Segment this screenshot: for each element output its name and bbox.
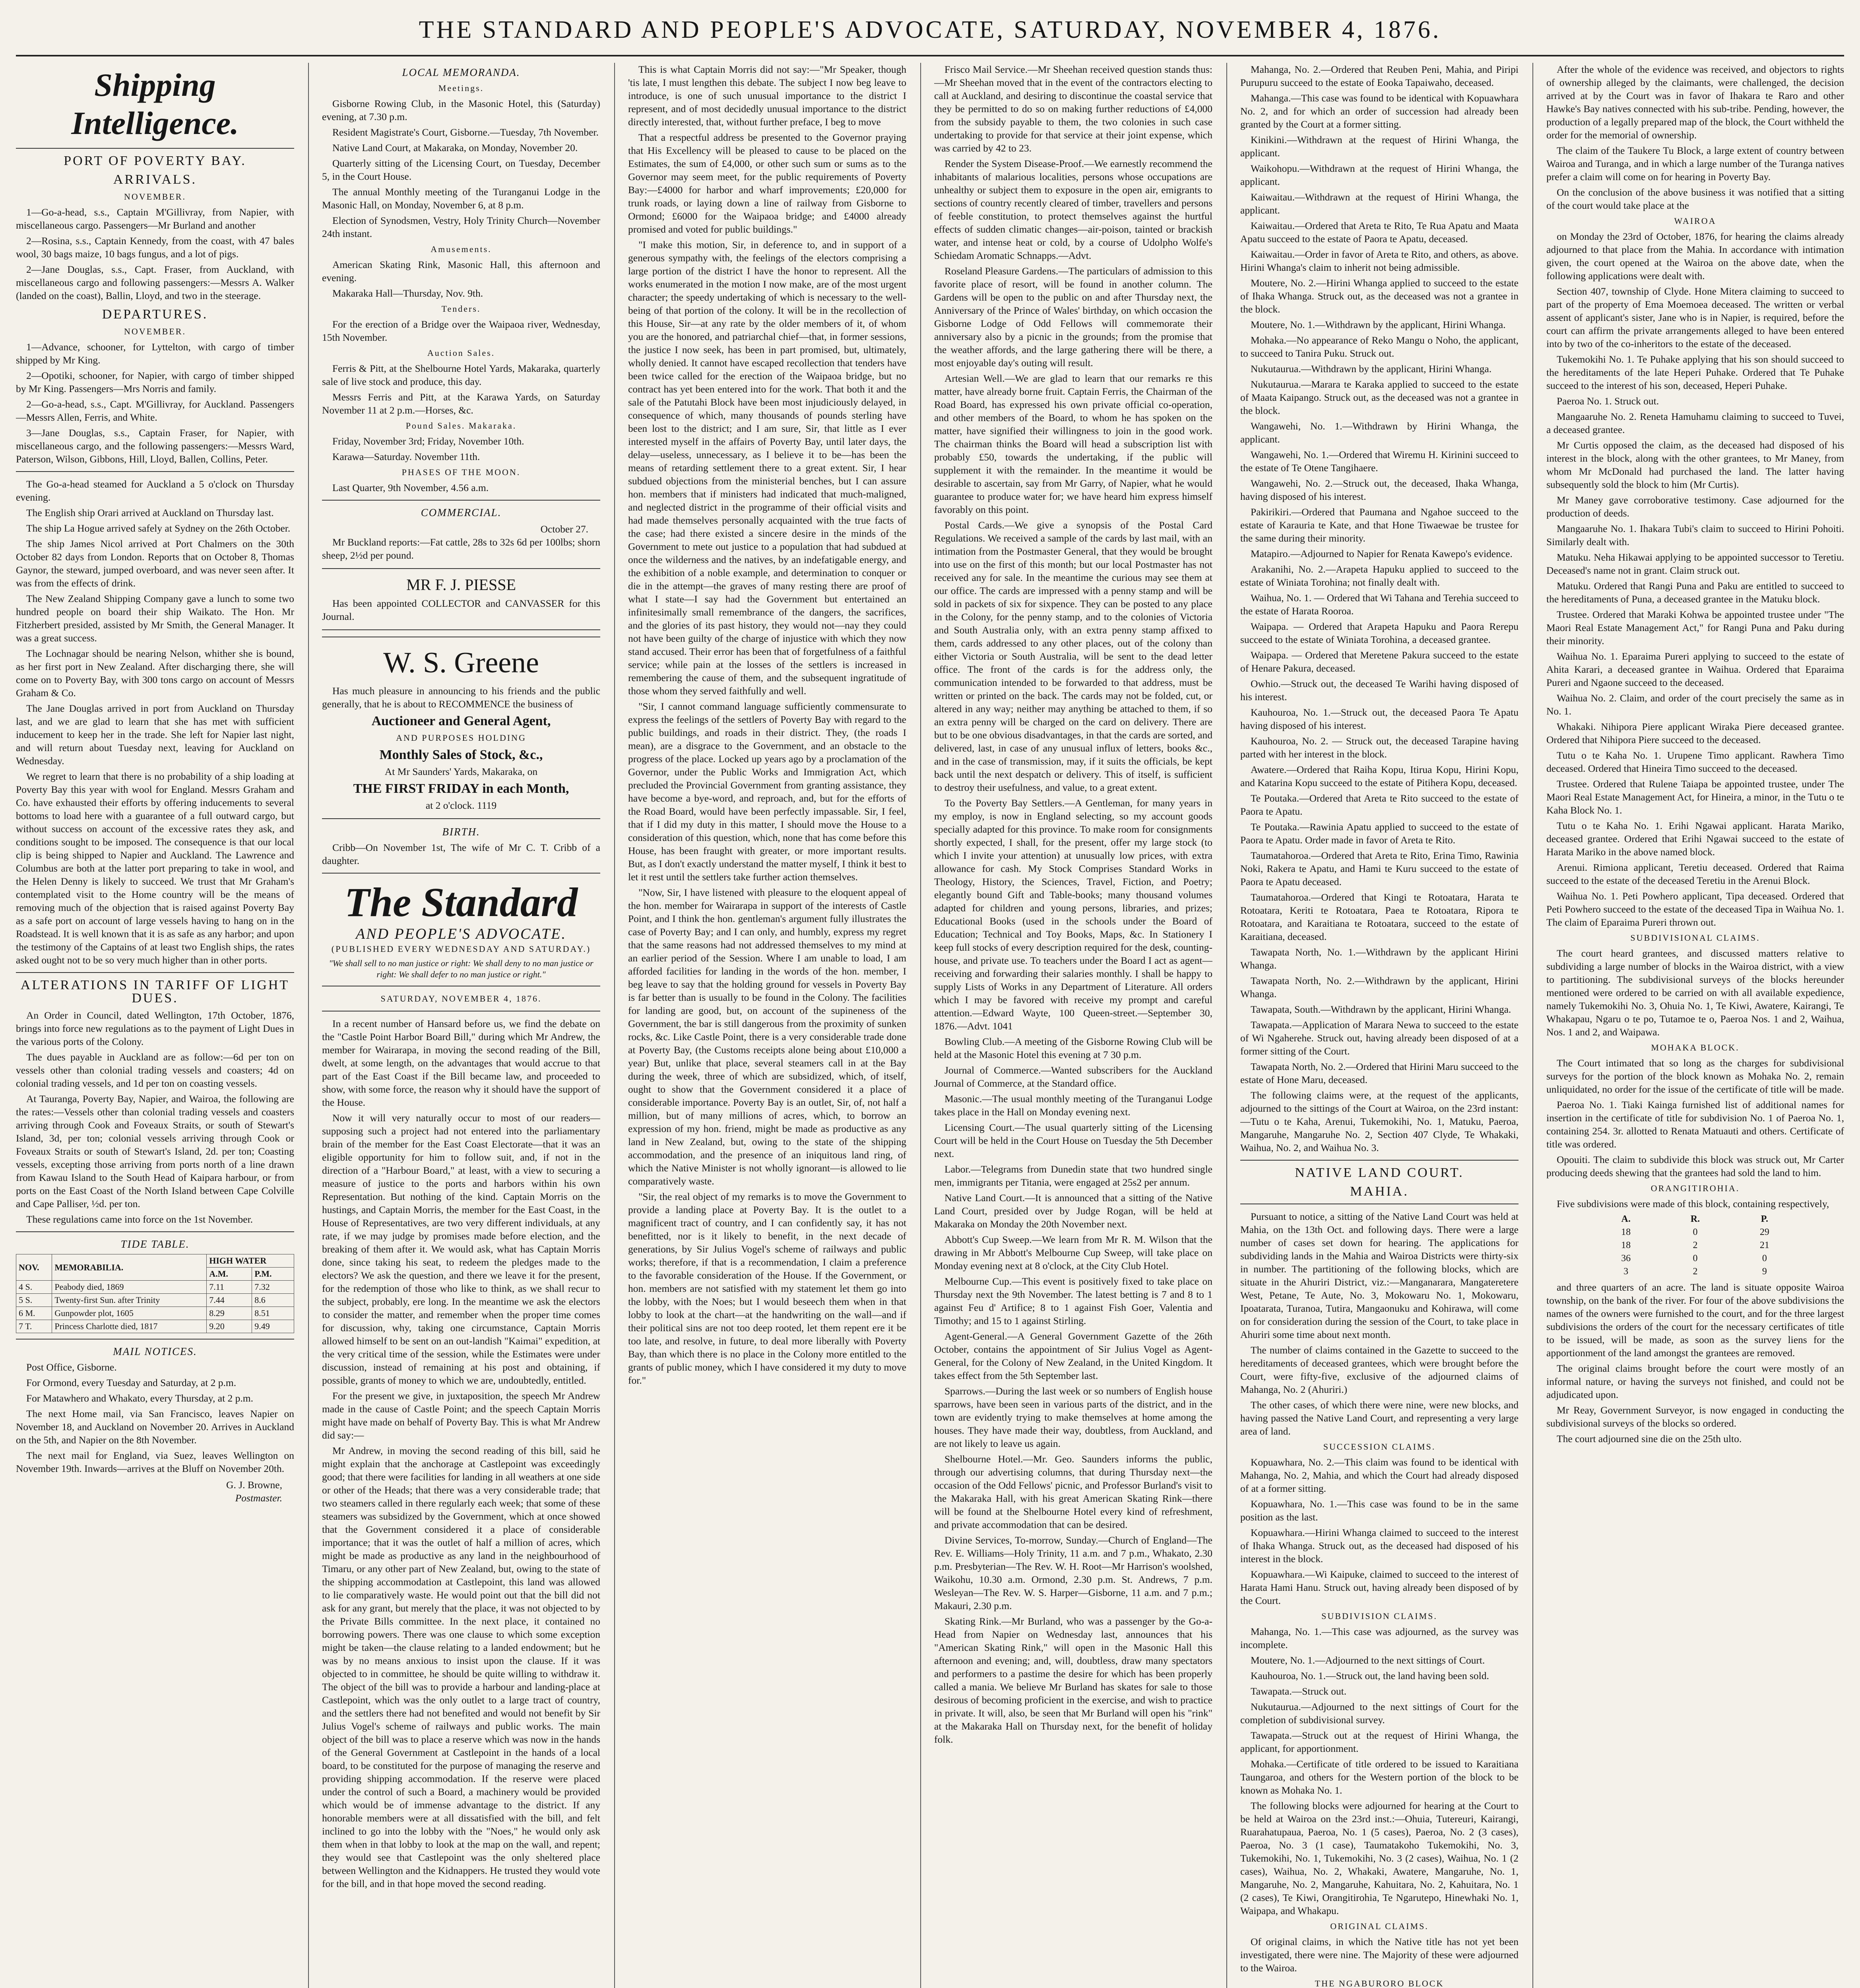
paragraph: Bowling Club.—A meeting of the Gisborne Rowing Club will be held at the Masonic Hotel this evening at 7 30 p.m. (934, 1036, 1212, 1060)
paragraph: Tawapata.—Application of Marara Newa to succeed to the estate of Wi Ngaherehe. Struck out, having already been disposed of at a former sitting of the Court. (1240, 1019, 1519, 1057)
postmaster-name: G. J. Browne, (226, 1479, 282, 1491)
pound-list (322, 435, 600, 463)
paragraph: The Lochnagar should be nearing Nelson, whither she is bound, as her first port in New Zealand. After discharging there, she will come on to Poverty Bay, with 300 tons cargo on account of Messrs Graham & Co. (16, 648, 294, 699)
amusements-list (322, 258, 600, 300)
acreage-cell: 29 (1759, 1227, 1769, 1237)
wairoa-list (1546, 230, 1844, 929)
paragraph: Election of Synodsmen, Vestry, Holy Trinity Church—November 24th instant. (322, 215, 600, 239)
paragraph: Mahanga.—This case was found to be identical with Kopuawhara No. 2, and for which an order of succession had already been granted by the Court at a former sitting. (1240, 92, 1519, 130)
tide-row (16, 1281, 294, 1294)
paragraph: Kauhouroa, No. 2. — Struck out, the deceased Tarapine having parted with her interest in the block. (1240, 735, 1519, 760)
tide-cell: 8.29 (207, 1307, 252, 1320)
editorial-part-1 (322, 1017, 600, 1890)
commercial-report: Mr Buckland reports:—Fat cattle, 28s to 32s 6d per 100lbs; shorn sheep, 2½d per pound. (322, 536, 600, 561)
paragraph: Wangawehi, No. 1.—Ordered that Wiremu H. Kirinini succeed to the estate of Te Otene Tangihaere. (1240, 449, 1519, 474)
tide-row (16, 1294, 294, 1307)
paragraph: Mahanga, No. 1.—This case was adjourned, as the survey was incomplete. (1240, 1626, 1519, 1650)
paragraph: Waihua No. 1. Peti Powhero applicant, Tipa deceased. Ordered that Peti Powhero succeed to the estate of the deceased Tipa in Waihua No. 1. The claim of Eparaima Pureri thrown out. (1546, 890, 1844, 928)
paragraph: Ferris & Pitt, at the Shelbourne Hotel Yards, Makaraka, quarterly sale of live stock and produce, this day. (322, 363, 600, 387)
acreage-cell: 2 (1693, 1240, 1698, 1250)
tide-cell: 7.32 (252, 1281, 294, 1294)
paragraph: For Ormond, every Tuesday and Saturday, at 2 p.m. (26, 1377, 237, 1388)
paragraph: Roseland Pleasure Gardens.—The particulars of admission to this favorite place of resort, will be found in another column. The Gardens will be open to the public on and after Thursday next, the Anniversary of the Prince of Wales' birthday, on which occasion the Gisborne Lodge of Odd Fellows will commemorate their anniversary also by a picnic in the grounds; from the promise that the weather affords, and the large gathering there will be there, a most enjoyable day's outing will result. (934, 265, 1212, 369)
paragraph: Taumatahoroa.—Ordered that Areta te Rito, Erina Timo, Rawinia Noki, Rakera te Apatu, and Hami te Kuru succeed to the estate of Paora te Apatu deceased. (1240, 850, 1519, 887)
tide-table (16, 1254, 294, 1333)
greene-location: At Mr Saunders' Yards, Makaraka, on (384, 766, 538, 777)
piesse-advertisement (322, 568, 600, 630)
paragraph: Pakirikiri.—Ordered that Paumana and Ngahoe succeed to the estate of Karauria te Kate, and that Hone Tiwaewae be trustee for the same during their minority. (1240, 506, 1519, 544)
paragraph: Tawapata North, No. 1.—Withdrawn by the applicant Hirini Whanga. (1240, 946, 1519, 971)
paragraph: The annual Monthly meeting of the Turanganui Lodge in the Masonic Hall, on Monday, November 6, at 8 p.m. (322, 186, 600, 211)
column-editorial (628, 63, 906, 1988)
paragraph: Matuku. Neha Hikawai applying to be appointed successor to Teretiu. Deceased's name not in grant. Claim struck out. (1546, 551, 1844, 576)
paragraph: Makaraka Hall—Thursday, Nov. 9th. (332, 287, 483, 299)
greene-time: at 2 o'clock. 1119 (425, 800, 497, 811)
divider (16, 1339, 294, 1340)
paragraph: Te Poutaka.—Ordered that Areta te Rito succeed to the estate of Paora te Apatu. (1240, 792, 1519, 817)
tide-row (16, 1320, 294, 1333)
acreage-cell: 2 (1693, 1266, 1698, 1277)
paragraph: The following blocks were adjourned for hearing at the Court to be held at Wairoa on the 23rd inst.:—Ohuia, Tutereuri, Kairangi, Ruarahatupaua, Paeroa, No. 1 (5 cases), Paeroa, No. 2 (3 cases), Paeroa, No. 3 (1 case), Taumatakoho Tukemokihi, No. 3, Tukemokihi, No. 1, Tukemokihi, No. 3 (2 cases), Waihua, No. 1 (2 cases), Waihua, No. 2, Whakaki, Awatere, Mangaruhe, No. 1, Mangaruhe, No. 2, Mangaruhe, Kahuitara, No. 2, Kahuitara, No. 1 (2 cases), Te Kiwi, Orangitirohia, Te Ngarutepo, Hinewhaki No. 1, Waipapa, and Whakapu. (1240, 1800, 1519, 1916)
column-news (934, 63, 1212, 1988)
paragraph: Kaiwaitau.—Withdrawn at the request of Hirini Whanga, the applicant. (1240, 191, 1519, 216)
paragraph: 2—Opotiki, schooner, for Napier, with cargo of timber shipped by Mr King. Passengers—Mrs Norris and family. (16, 370, 294, 394)
paragraph: Kauhouroa, No. 1.—Struck out, the deceased Paora Te Apatu having disposed of his interest. (1240, 707, 1519, 731)
acreage-cell: 21 (1759, 1240, 1769, 1250)
paper-date-line: SATURDAY, NOVEMBER 4, 1876. (380, 994, 542, 1004)
paragraph: Tutu o te Kaha No. 1. Urupene Timo applicant. Rawhera Timo deceased. Ordered that Hineira Timo succeed to the deceased. (1546, 749, 1844, 774)
column-local-memoranda (322, 63, 600, 1988)
paragraph: Waikohopu.—Withdrawn at the request of Hirini Whanga, the applicant. (1240, 163, 1519, 187)
paragraph: Mangaaruhe No. 2. Reneta Hamuhamu claiming to succeed to Tuvei, a deceased grantee. (1546, 411, 1844, 435)
paragraph: 2—Jane Douglas, s.s., Capt. Fraser, from Auckland, with miscellaneous cargo and following passengers:—Messrs A. Walker (landed on the coast), Ballin, Lloyd, and two in the steerage. (16, 264, 294, 301)
acreage-col: A. (1621, 1214, 1631, 1224)
paragraph: The next mail for England, via Suez, leaves Wellington on November 19th. Inwards—arrives at the Bluff on November 20th. (16, 1450, 294, 1474)
paragraph: Kopuawhara, No. 1.—This case was found to be in the same position as the last. (1240, 1498, 1519, 1523)
acreage-cell: 0 (1762, 1253, 1767, 1264)
paragraph: Mangaaruhe No. 1. Ihakara Tubi's claim to succeed to Hirini Pohoiti. Similarly dealt with. (1546, 523, 1844, 547)
tide-col-am: A.M. (207, 1268, 252, 1281)
paragraph: For the present we give, in juxtaposition, the speech Mr Andrew made in the cause of Castle Point; and the speech Captain Morris might have made on behalf of Poverty Bay. This is what Mr Andrew did say:— (322, 1390, 600, 1441)
paragraph: Section 407, township of Clyde. Hone Mitera claiming to succeed to part of the property of Ema Moemoea deceased. The written or verbal assent of applicant's sister, Jane who is in Napier, is required, before the court can affirm the private arrangements alleged to have been entered into by two of the co-inheritors to the estate of the deceased. (1546, 285, 1844, 349)
acreage-header (1591, 1213, 1799, 1226)
subdivision-heading: SUBDIVISION CLAIMS. (1321, 1611, 1437, 1621)
paragraph: Nukutaurua.—Adjourned to the next sittings of Court for the completion of subdivisional survey. (1240, 1701, 1519, 1726)
column-shipping (16, 63, 294, 1988)
wairoa-heading: WAIROA (1674, 216, 1716, 226)
paragraph: Mr Maney gave corroborative testimony. Case adjourned for the production of deeds. (1546, 494, 1844, 519)
paragraph: Tawapata, South.—Withdrawn by the applicant, Hirini Whanga. (1251, 1004, 1511, 1015)
tide-cell: Twenty-first Sun. after Trinity (52, 1294, 207, 1307)
orangitirohia-list (1546, 1281, 1844, 1445)
paragraph: Awatere.—Ordered that Raiha Kopu, Itirua Kopu, Hirini Kopu, and Katarina Kopu succeed to the estate of Pitihera Kopu, deceased. (1240, 764, 1519, 788)
paragraph: Waihua No. 1. Eparaima Pureri applying to succeed to the estate of Ahita Karari, a deceased grantee in Waihua. Ordered that Eparaima Pureri and Ngaone succeed to the deceased. (1546, 650, 1844, 688)
acreage-col: P. (1761, 1214, 1769, 1224)
greene-business: Auctioneer and General Agent, (371, 714, 551, 728)
paragraph: Kopuawhara, No. 2.—This claim was found to be identical with Mahanga, No. 2, Mahia, and which the Court had already disposed of at a former sitting. (1240, 1456, 1519, 1494)
newspaper-page (16, 8, 1844, 1988)
mail-notices-list (16, 1361, 294, 1475)
divider (16, 471, 294, 472)
paragraph: 1—Advance, schooner, for Lyttelton, with cargo of timber shipped by Mr King. (16, 341, 294, 366)
amusements-heading: Amusements. (431, 244, 492, 254)
paragraph: The court adjourned sine die on the 25th ulto. (1557, 1433, 1742, 1444)
paragraph: Agent-General.—A General Government Gazette of the 26th October, contains the appointment of Sir Julius Vogel as Agent-General, for the Colony of New Zealand, in the United Kingdom. It takes effect from the 5th September last. (934, 1330, 1212, 1381)
mohaka-list (1546, 1056, 1844, 1179)
auction-list (322, 362, 600, 417)
birth-heading: BIRTH. (442, 826, 480, 838)
greene-advertisement (322, 637, 600, 819)
divider (1240, 1160, 1519, 1161)
tide-cell: 7.44 (207, 1294, 252, 1307)
pound-heading: Pound Sales. Makaraka. (405, 421, 517, 431)
tide-row (16, 1307, 294, 1320)
tide-cell: 4 S. (16, 1281, 52, 1294)
paragraph: Licensing Court.—The usual quarterly sitting of the Licensing Court will be held in the Court House on Tuesday the 5th December next. (934, 1122, 1212, 1159)
paragraph: Kaiwaitau.—Ordered that Areta te Rito, Te Rua Apatu and Maata Apatu succeed to the estate of Paora te Apatu, deceased. (1240, 220, 1519, 245)
paragraph: 1—Go-a-head, s.s., Captain M'Gillivray, from Napier, with miscellaneous cargo. Passengers—Mr Burland and another (16, 206, 294, 231)
paragraph: The New Zealand Shipping Company gave a lunch to some two hundred people on board their ship Waikato. The Hon. Mr Fitzherbert presided, assisted by Mr Smith, the General Manager. It was a great success. (16, 593, 294, 644)
paragraph: These regulations came into force on the 1st November. (26, 1213, 253, 1225)
port-heading: PORT OF POVERTY BAY. (64, 153, 246, 168)
subdivisional-list (1546, 947, 1844, 1039)
paper-motto: "We shall sell to no man justice or right: We shall deny to no man justice or right: We shall defer to no man justice or right." (329, 958, 593, 979)
editorial-part-2 (628, 63, 906, 1387)
paragraph: Owhio.—Struck out, the deceased Te Warihi having disposed of his interest. (1240, 678, 1519, 703)
paragraph: Matapiro.—Adjourned to Napier for Renata Kawepo's evidence. (1251, 548, 1513, 559)
paragraph: The dues payable in Auckland are as follow:—6d per ton on vessels other than colonial trading vessels and coasters; 4d on colonial trading vessels, and 1d per ton on coasting vessels. (16, 1051, 294, 1089)
local-memoranda-title: LOCAL MEMORANDA. (402, 66, 520, 78)
native-court-title: NATIVE LAND COURT. (1295, 1165, 1464, 1180)
subdivisional-heading: SUBDIVISIONAL CLAIMS. (1630, 933, 1760, 943)
paragraph: Native Land Court, at Makaraka, on Monday, November 20. (332, 142, 578, 153)
divider (16, 148, 294, 149)
arrivals-list (16, 206, 294, 302)
piesse-text: Has been appointed COLLECTOR and CANVASSER for this Journal. (322, 598, 600, 622)
paragraph: Mr Reay, Government Surveyor, is now engaged in conducting the subdivisional surveys of the blocks so ordered. (1546, 1404, 1844, 1429)
paragraph: We regret to learn that there is no probability of a ship loading at Poverty Bay this year with wool for England. Messrs Graham and Co. have exhausted their efforts by offering inducements to several bottoms to load here with a guarantee of a full outward cargo, but without success on account of the excessive rates they ask, and conditions sought to be imposed. The consequence is that our local clip is being shipped to Napier and Auckland. The Lawrence and Columbus are both at the latter port preparing to take in wool, and the Helen Denny is likely to succeed. We trust that Mr Graham's contemplated visit to the Home country will be the means of removing much of the objection that is raised against Poverty Bay as a safe port on account of large vessels having to hang on in the Roadstead. It is well known that it is as safe as any harbor; and upon the testimony of the Captains of at least two English ships, the rates asked ought not to be so very much higher than in other ports. (16, 771, 294, 966)
paragraph: Arenui. Rimiona applicant, Teretiu deceased. Ordered that Raima succeed to the estate of the deceased Teretiu in the Arenui Block. (1546, 862, 1844, 886)
acreage-cell: 0 (1693, 1253, 1698, 1264)
departures-list (16, 340, 294, 466)
paragraph: For the erection of a Bridge over the Waipaoa river, Wednesday, 15th November. (322, 318, 600, 343)
paragraph: Shelbourne Hotel.—Mr. Geo. Saunders informs the public, through our advertising columns, that during Thursday next—the occasion of the Odd Fellows' picnic, and Professor Burland's visit to the Makaraka Hall, with his great American Skating Rink—there will be found at the Shelbourne Hotel every kind of refreshment, and private accommodation that can be desired. (934, 1453, 1212, 1530)
paper-published: (PUBLISHED EVERY WEDNESDAY AND SATURDAY.) (331, 944, 591, 954)
tide-cell: Princess Charlotte died, 1817 (52, 1320, 207, 1333)
col6-top-list (1546, 63, 1844, 212)
paragraph: Nukutaurua.—Marara te Karaka applied to succeed to the estate of Maata Kaipango. Struck out, as the deceased was not a grantee in the block. (1240, 379, 1519, 416)
orangitirohia-intro: Five subdivisions were made of this block, containing respectively, (1557, 1198, 1829, 1209)
tide-cell: 6 M. (16, 1307, 52, 1320)
tide-table-title: TIDE TABLE. (120, 1238, 190, 1250)
tide-table-body (16, 1281, 294, 1333)
tide-col-memorabilia: MEMORABILIA. (52, 1254, 207, 1281)
paragraph: Kinikini.—Withdrawn at the request of Hirini Whanga, the applicant. (1240, 134, 1519, 159)
paragraph: At Tauranga, Poverty Bay, Napier, and Wairoa, the following are the rates:—Vessels other than colonial trading vessels and coasters arriving through Cook and Foveaux Straits, or south of Stewart's Island, 3d, per ton; colonial vessels arriving through Cook or Foveaux Straits or south of Stewart's Island, 2d. per ton; Coasting vessels, excepting those arriving from ports north of a line drawn from Kawau Island to the South Head of Kaipara harbour, or from ports on the East Coast of the North Island between Cape Colville and Cape Palliser, ½d. per ton. (16, 1093, 294, 1209)
paragraph: The English ship Orari arrived at Auckland on Thursday last. (26, 507, 274, 518)
news-list (934, 63, 1212, 1033)
paragraph: Moutere, No. 1.—Withdrawn by the applicant, Hirini Whanga. (1251, 319, 1506, 330)
paragraph: The court heard grantees, and discussed matters relative to subdividing a large number of blocks in the Wairoa district, with a view to partitioning. The subdivisional surveys of the blocks hereunder mentioned were ordered to be carried on with all available expedience, namely Tukemokihi No. 3, Ohuia No. 1, Te Kiwi, Awatere, Kairangi, Te Whakapau, Ngaru o te po, Tutamoe te o, Paeroa Nos. 1 and 2, Waihua, Nos. 1 and 2, and Waipawa. (1546, 947, 1844, 1038)
paragraph: 3—Jane Douglas, s.s., Captain Fraser, for Napier, with miscellaneous cargo, and the following passengers:—Messrs Ward, Paterson, Wilson, Gibbons, Hill, Lloyd, Ballen, Collins, Peter. (16, 427, 294, 465)
paragraph: Render the System Disease-Proof.—We earnestly recommend the inhabitants of malarious localities, persons whose occupations are unhealthy or subject them to exposure in the open air, emigrants to sections of country recently cleared of timber, travellers and persons of feeble constitution, to protect themselves against the hurtful effects of sudden climatic changes—air-poison, tainted or brackish water, and intense heat or cold, by a course of Udolpho Wolfe's Schiedam Aromatic Schnapps.—Advt. (934, 158, 1212, 261)
acreage-row (1591, 1265, 1799, 1278)
paragraph: Gisborne Rowing Club, in the Masonic Hotel, this (Saturday) evening, at 7.30 p.m. (322, 98, 600, 122)
paragraph: Matuku. Ordered that Rangi Puna and Paku are entitled to succeed to the hereditaments of Puna, a deceased grantee in the Matuku block. (1546, 580, 1844, 605)
paragraph: Trustee. Ordered that Rulene Taiapa be appointed trustee, under The Maori Real Estate Management Act, for Hineira, a minor, in the Tutu o te Kaha Block No. 1. (1546, 778, 1844, 816)
paragraph: Moutere, No. 2.—Hirini Whanga applied to succeed to the estate of Ihaka Whanga. Struck out, as the deceased was not a grantee in the block. (1240, 277, 1519, 315)
paragraph: Quarterly sitting of the Licensing Court, on Tuesday, December 5, in the Court House. (322, 157, 600, 182)
paragraph: Kopuawhara.—Wi Kaipuke, claimed to succeed to the interest of Harata Hami Hanu. Struck out, having already been disposed of by the Court. (1240, 1569, 1519, 1606)
acreage-row (1591, 1239, 1799, 1252)
paragraph: Post Office, Gisborne. (26, 1361, 117, 1373)
paragraph: Now it will very naturally occur to most of our readers—supposing such a project had not entered into the parliamentary brain of the member for the East Coast Electorate—that it was an eligible opportunity for him to follow suit, and, if not in the direction of a "Harbour Board," at least, with a view to securing a measure of justice to the ports and harbors within his own Representation. But nothing of the kind. Captain Morris on the hustings, and Captain Morris, the member for the East Coast, in the House of Representatives, are two very different individuals, at any rate, if we may judge by promises made before election, and the breaking of them after it. We would ask, what has Captain Morris done, since taking his seat, to redeem the pledges made to the electors? We ask the question, and there we leave it for the present, for the redemption of those who like to think, as we shall recur to the subject, probably, ere long. In the meantime we ask the electors to consider the matter, and remember when the proper time comes for discussion, why, taking one circumstance, Captain Morris allowed himself to be sent on an out-landish "Kaimai" expedition, at the very critical time of the session, while the Estimates were under discussion, instead of remaining at his post and obtaining, if possible, grants of money to which we are, undoubtedly, entitled. (322, 1112, 600, 1386)
departures-heading: DEPARTURES. (102, 307, 208, 322)
tide-cell: 8.51 (252, 1307, 294, 1320)
tide-col-nov: NOV. (16, 1254, 52, 1281)
paragraph: Tawapata North, No. 2.—Withdrawn by the applicant, Hirini Whanga. (1240, 975, 1519, 1000)
acreage-cell: 0 (1693, 1227, 1698, 1237)
greene-intro: Has much pleasure in announcing to his friends and the public generally, that he is about to RECOMMENCE the business of (322, 685, 600, 710)
paragraph: Wangawehi, No. 1.—Withdrawn by Hirini Whanga, the applicant. (1240, 420, 1519, 445)
acreage-cell: 9 (1762, 1266, 1767, 1277)
departures-month: NOVEMBER. (124, 326, 186, 336)
paragraph: Messrs Ferris and Pitt, at the Karawa Yards, on Saturday November 11 at 2 p.m.—Horses, &c. (322, 391, 600, 416)
moon-phase: Last Quarter, 9th November, 4.56 a.m. (332, 482, 489, 493)
paragraph: Pursuant to notice, a sitting of the Native Land Court was held at Mahia, on the 13th Oct. and following days. There were a large number of cases set down for hearing. The applications for subdividing lands in the Mahia and Wairoa Districts were thirty-six in number. The partitioning of the following blocks, which are situate in the Ahuriri District, viz.:—Manganarara, Mangateretere West, Petane, Te Aute, No. 3, Mokowaru No. 1, Mokowaru, Ipoatarata, Turanoa, Tutira, Mangaonuku and Kohirawa, will come on for consideration during the session of the Court, to take place in Ahuriri some time about next month. (1240, 1211, 1519, 1340)
paragraph: Mohaka.—Certificate of title ordered to be issued to Karaitiana Taungaroa, and others for the Western portion of the block to be known as Mohaka No. 1. (1240, 1758, 1519, 1796)
masthead: THE STANDARD AND PEOPLE'S ADVOCATE, SATURDAY, NOVEMBER 4, 1876. (419, 16, 1441, 43)
paragraph: Arakanihi, No. 2.—Arapeta Hapuku applied to succeed to the estate of Winiata Torohina; not finally dealt with. (1240, 563, 1519, 588)
divider (16, 1231, 294, 1232)
paragraph: Abbott's Cup Sweep.—We learn from Mr R. M. Wilson that the drawing in Mr Abbott's Melbourne Cup Sweep, will take place on Monday evening next at 8 o'clock, at the City Club Hotel. (934, 1234, 1212, 1272)
acreage-col: R. (1690, 1214, 1700, 1224)
paragraph: Waihua, No. 1. — Ordered that Wi Tahana and Terehia succeed to the estate of Harata Rooroa. (1240, 592, 1519, 617)
acreage-body (1591, 1226, 1799, 1278)
paragraph: Nukutaurua.—Withdrawn by the applicant, Hirini Whanga. (1251, 363, 1492, 375)
tide-cell: 9.49 (252, 1320, 294, 1333)
paragraph: Skating Rink.—Mr Burland, who was a passenger by the Go-a-Head from Napier on Wednesday last, announces that his "American Skating Rink," will open in the Masonic Hall this afternoon and evening; and, will, doubtless, draw many spectators and performers to a pastime the desire for which has been properly called a mania. We believe Mr Burland has skates for sale to those desirous of becoming proficient in the exercise, and wish to practice in private. It will, also, be seen that Mr Burland will open his "rink" at the Makaraka Hall on Thursday next, for the benefit of holiday folk. (934, 1615, 1212, 1745)
orangitirohia-heading: ORANGITIROHIA. (1651, 1183, 1740, 1193)
piesse-heading: MR F. J. PIESSE (406, 576, 516, 594)
commercial-heading: COMMERCIAL. (421, 507, 502, 518)
paragraph: Opouiti. The claim to subdivide this block was struck out, Mr Carter producing deeds shewing that the grantees had sold the land to him. (1546, 1154, 1844, 1178)
columns (16, 63, 1844, 1988)
paragraph: Waipapa. — Ordered that Meretene Pakura succeed to the estate of Henare Pakura, deceased. (1240, 649, 1519, 674)
masthead-rule (16, 55, 1844, 56)
paragraph: Whakaki. Nihipora Piere applicant Wiraka Piere deceased grantee. Ordered that Nihipora Piere succeed to the deceased. (1546, 721, 1844, 746)
paragraph: Sparrows.—During the last week or so numbers of English house sparrows, have been seen in various parts of the district, and in the town are evidently trying to make themselves at home among the houses. They have made their way, doubtless, from Auckland, and are not likely to leave us again. (934, 1385, 1212, 1449)
original-heading: ORIGINAL CLAIMS. (1330, 1921, 1429, 1931)
paragraph: Kopuawhara.—Hirini Whanga claimed to succeed to the interest of Ihaka Whanga. Struck out, as the deceased had disposed of his interest in the block. (1240, 1527, 1519, 1565)
paragraph: In a recent number of Hansard before us, we find the debate on the "Castle Point Harbor Board Bill," during which Mr Andrew, the member for Wairarapa, in moving the second reading of the Bill, dwelt, at some length, on the advantages that would accrue to that part of the East Coast if the Bill became law, and proceeded to show, with some force, the reason why it should have the support of the House. (322, 1018, 600, 1108)
paragraph: Taumatahoroa.—Ordered that Kingi te Rotoatara, Harata te Rotoatara, Keriti te Rotoatara, Paea te Rotoatara, Ripora te Rotoatara, and Karaitiana te Rotoatara, succeed to the estate of Karaitiana, deceased. (1240, 891, 1519, 942)
paragraph: The ship La Hogue arrived safely at Sydney on the 26th October. (26, 522, 291, 534)
paragraph: Tawapata.—Struck out at the request of Hirini Whanga, the applicant, for apportionment. (1240, 1730, 1519, 1754)
meetings-heading: Meetings. (438, 83, 484, 93)
mohaka-heading: MOHAKA BLOCK. (1651, 1043, 1740, 1052)
paragraph: The number of claims contained in the Gazette to succeed to the hereditaments of deceased grantees, which were brought before the Court, were fifty-five, exclusive of the adjourned claims of Mahanga, No. 2 (Ahuriri.) (1240, 1344, 1519, 1395)
paragraph: "Now, Sir, I have listened with pleasure to the eloquent appeal of the hon. member for Wairarapa in support of the interests of Castle Point, and I think the hon. gentleman's argument fully illustrates the case of Poverty Bay; and I can only, and humbly, express my regret that the same reasons had not addressed themselves to my mind at an earlier period of the Session. Where I am unable to load, I am afforded facilities for landing in the words of the hon. member, I beg leave to say that the holding ground for vessels in Poverty Bay is far better than is usually to be found in the Colony. The facilities for landing are good, but, on account of the supineness of the Government, the bar is still dangerous from the proximity of sunken rocks, &c. Like Castle Point, there is a very considerable trade done at Poverty Bay, (the Customs receipts alone being about £10,000 a year) But, unlike that place, several steamers call in at the Bay during the week, three of which are subsidized, which, of itself, ought to show that the Government considered it a place of considerable importance. Poverty Bay is an outlet, Sir, of, not half a million, but of many millions of acres, which, to borrow an expression of my hon. friend, might be made as productive as any land in New Zealand, but, owing to the state of the shipping accommodation, and the presence of an iniquitous land ring, of which the Native Minister is not wholly ignorant—is allowed to lie comparatively waste. (628, 887, 906, 1187)
shipping-title: Shipping Intelligence. (71, 67, 239, 141)
paragraph: On the conclusion of the above business it was notified that a sitting of the court would take place at the (1546, 186, 1844, 211)
greene-sales: Monthly Sales of Stock, &c., (379, 747, 543, 762)
paper-subtitle: AND PEOPLE'S ADVOCATE. (355, 926, 567, 942)
paragraph: Kaiwaitau.—Order in favor of Areta te Rito, and others, as above. Hirini Whanga's claim to inherit not being admissible. (1240, 248, 1519, 273)
native-court-intro (1240, 1210, 1519, 1438)
greene-and: AND PURPOSES HOLDING (396, 733, 526, 743)
paragraph: The Jane Douglas arrived in port from Auckland on Thursday last, and we are glad to learn that she has met with sufficient inducement to keep her in the trade. She left for Napier last night, and will return about Tuesday next, leaving for Auckland on Wednesday. (16, 703, 294, 767)
paragraph: Mohaka.—No appearance of Reko Mangu o Noho, the applicant, to succeed to Tanira Puku. Struck out. (1240, 334, 1519, 359)
paragraph: American Skating Rink, Masonic Hall, this afternoon and evening. (322, 259, 600, 283)
auction-heading: Auction Sales. (427, 348, 495, 358)
succession-list (1240, 1456, 1519, 1607)
paragraph: Tukemokihi No. 1. Te Puhake applying that his son should succeed to the hereditaments of the late Heperi Puhake. Ordered that Te Puhake succeed to the interest of his son, deceased, Heperi Puhake. (1546, 353, 1844, 391)
paragraph: Waipapa. — Ordered that Arapeta Hapuku and Paora Rerepu succeed to the estate of Winiata Torohina, a deceased grantee. (1240, 621, 1519, 645)
acreage-cell: 3 (1623, 1266, 1629, 1277)
paragraph: "Sir, I cannot command language sufficiently commensurate to express the feelings of the settlers of Poverty Bay with regard to the public buildings, and roads in their district. They, (the roads I mean), are a disgrace to the Government, and an obstacle to the progress of the place. Locked up years ago by a proclamation of the Governor, under the Public Works and Immigration Act, which precluded the Provincial Government from granting assistance, they have become a bye-word, and reproach, and, but for the efforts of the Road Board, would have been perfectly impassable. Sir, I feel, that if I did my duty in this matter, I should move the House to a consideration of this question, which, none that has come before this House, has been fraught with greater, or more important results. But, as I don't exactly understand the matter myself, I think it best to let it rest until the settlers take further action themselves. (628, 701, 906, 883)
paragraph: Frisco Mail Service.—Mr Sheehan received question stands thus:—Mr Sheehan moved that in the event of the contractors electing to call at Auckland, and desiring to discontinue the coastal service that they be permitted to do so on making further reductions of £4,000 from the subsidy payable to them, the two colonies in such case undertaking to provide for that service at their joint expense, which was carried by 42 to 23. (934, 64, 1212, 154)
acreage-cell: 36 (1621, 1253, 1631, 1264)
paragraph: The other cases, of which there were nine, were new blocks, and having passed the Native Land Court, and representing a very large area of land. (1240, 1399, 1519, 1437)
acreage-row (1591, 1252, 1799, 1265)
paragraph: Karawa—Saturday. November 11th. (332, 451, 480, 462)
subdivision-list (1240, 1625, 1519, 1917)
paragraph: Tawapata.—Struck out. (1251, 1685, 1347, 1697)
paragraph: The following claims were, at the request of the applicants, adjourned to the sittings of the Court at Wairoa, on the 23rd instant:—Tutu o te Kaha, Arenui, Tukemokihi, No. 1, Matuku, Paeroa, Mangaruhe, Mangaruhe No. 2, Section 407 Clyde, Te Whakaki, Waihua, No. 2, and Waihua No. 3. (1240, 1089, 1519, 1153)
paragraph: Postal Cards.—We give a synopsis of the Postal Card Regulations. We received a sample of the cards by last mail, with an intimation from the Postmaster General, that they would be brought into use on the first of this month; but our local Postmaster has not received any for sale. In the meantime the curious may see them at our office. The cards are impressed with a penny stamp and will be sold in packets of six for sixpence. They can be posted to any place in the Colony, for the penny stamp, and to the colonies of Victoria and South Australia only, with an extra penny stamp affixed to them, cards addressed to any other places, out of the colony than either Victoria or South Australia, will be sent to the dead letter office. The front of the cards is for the address only, the communication intended to be forwarded to that address, must be written or printed on the back. The cards may not be folded, cut, or altered in any way; neither may anything be attached to them, if so an extra penny will be charged on the card on delivery. There are but to be one obvious disadvantages, in that the cards are sorted, and delivered, last, in case of any unusual influx of letters, books &c., and in the case of transmission, may, if it suits the officials, be kept back until the next despatch or delivery. This of itself, is sufficient to destroy their usefulness, and value, to a great extent. (934, 519, 1212, 793)
acreage-cell: 18 (1621, 1240, 1631, 1250)
divider (322, 500, 600, 501)
paragraph: For Matawhero and Whakato, every Thursday, at 2 p.m. (26, 1392, 253, 1404)
birth-notice: Cribb—On November 1st, The wife of Mr C. T. Cribb of a daughter. (322, 842, 600, 866)
paragraph: After the whole of the evidence was received, and objectors to rights of ownership alleged by the claimants, were challenged, the decision arrived at by the Court was in favor of Ihakara te Raro and other Hawke's Bay natives connected with his sub-tribe. Pending, however, the production of a legally prepared map of the block, the Court withheld the order for the memorial of ownership. (1546, 64, 1844, 141)
alterations-list (16, 1009, 294, 1226)
column-wairoa (1546, 63, 1844, 1988)
paragraph: Mr Andrew, in moving the second reading of this bill, said he might explain that the anchorage at Castlepoint was exceedingly good; that there were facilities for landing in all weathers at one side or other of the Heads; that there was a very considerable trade; that two steamers called in there regularly each week; that some of these steamers was subsidized by the Government, which at once showed that the Government considered it a place of considerable importance; that it was the outlet of half a million of acres, which might be made as productive as any land in the neighbourhood of Timaru, or any other part of New Zealand, but, owing to the state of the shipping accommodation at Castlepoint, this land was allowed to lie comparatively waste. He would point out that the bill did not ask for any grant, but merely that the place, it was not objected to by the Private Bills committee. In the next place, it contained no borrowing powers. There was one clause to which some exception might be taken—the clause relating to a landed endowment; but he was by no means anxious to insist upon the clause. If it was objected to in committee, he should be quite willing to withdraw it. The object of the bill was to provide a harbour and landing-place at Castlepoint, which was the only outlet to a large tract of country, and the settlers there had not benefited and would not benefit by Sir Julius Vogel's scheme of railways and public works. The main object of the bill was to place a reserve which was now in the hands of the General Government at Castlepoint in the hands of a local board, to be constituted for the purpose of managing the reserve and providing shipping accommodation. If the reserve were placed under the control of such a Board, a machinery would be provided which would be of immense advantage to the district. If any honorable members were at all dissatisfied with the bill, and felt inclined to go into the lobby with the "Noes," he would only ask them when in that lobby to look at the map on the wall, and repent; they would see that Castlepoint was the only sheltered place between Wellington and the Kidnappers. He trusted they would vote for the bill, and in that hope moved the second reading. (322, 1445, 600, 1889)
tide-col-pm: P.M. (252, 1268, 294, 1281)
paragraph: The Go-a-head steamed for Auckland a 5 o'clock on Thursday evening. (16, 478, 294, 503)
divider (322, 873, 600, 874)
moon-heading: PHASES OF THE MOON. (401, 467, 521, 477)
paragraph: Mahanga, No. 2.—Ordered that Reuben Peni, Mahia, and Piripi Purupuru succeed to the estate of Eooka Tapaiwaho, deceased. (1240, 64, 1519, 88)
column-native-court (1240, 63, 1519, 1988)
paragraph: Labor.—Telegrams from Dunedin state that two hundred single men, immigrants per Titania, were engaged at 25s2 per annum. (934, 1163, 1212, 1188)
divider (16, 972, 294, 973)
paragraph: Waihua No. 2. Claim, and order of the court precisely the same as in No. 1. (1546, 692, 1844, 717)
paragraph: 2—Rosina, s.s., Captain Kennedy, from the coast, with 47 bales wool, 30 bags maize, 10 bags fungus, and a lot of pigs. (16, 235, 294, 260)
tide-cell: Gunpowder plot, 1605 (52, 1307, 207, 1320)
tide-cell: 8.6 (252, 1294, 294, 1307)
native-court-subtitle: MAHIA. (1350, 1184, 1409, 1199)
paragraph: Paeroa No. 1. Struck out. (1557, 395, 1659, 407)
paragraph: Tawapata North, No. 2.—Ordered that Hirini Maru succeed to the estate of Hone Maru, deceased. (1240, 1061, 1519, 1085)
commercial-date: October 27. (540, 523, 588, 535)
mail-notices-title: MAIL NOTICES. (113, 1345, 197, 1357)
paragraph: An Order in Council, dated Wellington, 17th October, 1876, brings into force new regulations as to the payment of Light Dues in the various ports of the Colony. (16, 1010, 294, 1047)
acreage-row (1591, 1226, 1799, 1239)
meetings-list (322, 97, 600, 240)
paragraph: "Sir, the real object of my remarks is to move the Government to provide a landing place at Poverty Bay. It is the outlet to a magnificent tract of country, and I can confidently say, it has not benefitted, nor is it likely to benefit, in the next decade of generations, by Sir Julius Vogel's scheme of railways and public works; therefore, if that is a recommendation, I claim a preference to the favorable consideration of the House. If the Government, or hon. members are not satisfied with my statement let them go into the lobby, with the Noes; but I would beseech them when in that lobby to look at the chart—at the handwriting on the wall—and if their political sins are not too deep rooted, let them repent ere it be too late, and resolve, in future, to deal more liberally with Poverty Bay, than which there is no place in the Colony more entitled to the grants of public money, which I have considered it my duty to move for." (628, 1191, 906, 1386)
paragraph: The next Home mail, via San Francisco, leaves Napier on November 18, and Auckland on November 20. Arrives in Auckland on the 5th, and Napier on the 8th November. (16, 1408, 294, 1446)
shipping-notes (16, 478, 294, 967)
paragraph: The original claims brought before the court were mostly of an informal nature, or having the surveys not finished, and could not be adjudicated upon. (1546, 1363, 1844, 1400)
paragraph: Friday, November 3rd; Friday, November 10th. (332, 435, 524, 447)
succession-heading: SUCCESSION CLAIMS. (1323, 1442, 1436, 1452)
paragraph: and three quarters of an acre. The land is situate opposite Wairoa township, on the bank of the river. For four of the above subdivisions the names of the owners were furnished to the court, and for the three largest subdivisions the orders of the court for the necessary certificates of title to be issued, will be made, as soon as the survey liens for the apportionment of the land amongst the grantees are removed. (1546, 1281, 1844, 1359)
paragraph: Te Poutaka.—Rawinia Apatu applied to succeed to the estate of Paora te Apatu. Order made in favor of Areta te Rito. (1240, 821, 1519, 846)
paragraph: Resident Magistrate's Court, Gisborne.—Tuesday, 7th November. (332, 126, 599, 138)
tide-cell: Peabody died, 1869 (52, 1281, 207, 1294)
tide-col-high-water: HIGH WATER (207, 1254, 294, 1268)
paragraph: The ship James Nicol arrived at Port Chalmers on the 30th October 82 days from London. Reports that on October 8, Thomas Gaynor, the steward, jumped overboard, and was never seen after. It was from the effects of drink. (16, 538, 294, 589)
paragraph: Artesian Well.—We are glad to learn that our remarks re this matter, have already borne fruit. Captain Ferris, the Chairman of the Road Board, has expressed his own private official co-operation, and other members of the Board, to whom he has spoken on the matter, have signified their willingness to join in the good work. The chairman thinks the Board will head a subscription list with probably £50, towards the undertaking, if the public will supplement it with the remainder. In the meantime it would be desirable to ascertain, say from Mr Garry, of Napier, what he would guarantee to produce water for; we have heard him express himself favorably on this point. (934, 373, 1212, 515)
paragraph: "I make this motion, Sir, in deference to, and in support of a generous sympathy with, the feelings of the electors comprising a large portion of the district I have the honor to represent. All the works enumerated in the motion I now make, are of the most urgent character; the speedy undertaking of which is necessary to the well-being of that portion of the colony. It will be in the recollection of this House, Sir—at any rate by the older members of it, of whom you are the honored, and patriarchal chief—that, in former sessions, the justice I now seek, has been in part promised, but, ultimately, wholly denied. It cannot have escaped recollection that tenders have been twice called for the erection of the Waipaoa bridge, but no contract has yet been entered into for the work. That both it and the sale of the Patutahi Block have been most injudiciously delayed, in consequence of which, many thousands of pounds sterling have been lost to the district; and I am sure, Sir, that little as I ever interested myself in the affairs of Poverty Bay, until later days, the delay—useless, unnecessary, as I believe it to be—has been the means of retarding settlement there to a great extent. Sir, I hear subdued objections from the ministerial benches, but I can assure hon. members that if ministers had indicated that much-maligned, and neglected district in the programme of their official visits and had made themselves personally acquainted with the true facts of the case; had there existed a sincere desire in the minds of the Government to mete out justice to a population that had subdued at once the wilderness and the natives, by an indefatigable energy, and the exhibition of a noble example, and determination to conquer or die in the attempt—the graves of many resting there are proof of what I state—I say had the Government but entertained an infinitesimally small remembrance of the dangers, the sacrifices, and the glories of its past history, they would not—nay they could not have been guilty of the charge of injustice with which they now stand accused. Their error has been that of forgetfulness of a faithful service; while pain at the losses of the settlers is increased in remembering the cause of them, and the subsequent ingratitude of those whom they served faithfully and well. (628, 239, 906, 697)
paragraph: 2—Go-a-head, s.s., Capt. M'Gillivray, for Auckland. Passengers—Messrs Allen, Ferris, and White. (16, 398, 294, 423)
paper-title: The Standard (344, 879, 578, 925)
paragraph: Moutere, No. 1.—Adjourned to the next sittings of Court. (1251, 1654, 1485, 1666)
paragraph: The claim of the Taukere Tu Block, a large extent of country between Wairoa and Turanga, and in which a large number of the Turanga natives prefer a claim will come on for hearing in Poverty Bay. (1546, 145, 1844, 182)
local-news-list (934, 1035, 1212, 1746)
tenders-heading: Tenders. (441, 304, 481, 314)
tenders-list (322, 318, 600, 344)
postmaster-title: Postmaster. (235, 1492, 282, 1504)
arrivals-heading: ARRIVALS. (113, 172, 197, 187)
ngaburoro-heading: THE NGABURORO BLOCK (1315, 1978, 1444, 1988)
arrivals-month: NOVEMBER. (124, 192, 186, 202)
original-text: Of original claims, in which the Native title has not yet been investigated, there were nine. The Majority of these were adjourned to the Wairoa. (1240, 1936, 1519, 1974)
paragraph: Mr Curtis opposed the claim, as the deceased had disposed of his interest in the block, along with the other grantees, to Mr Maney, from whom Mr McDonald had purchased the land. The latter having subsequently sold the block to him (Mr Curtis). (1546, 439, 1844, 490)
paragraph: Paeroa No. 1. Tiaki Kainga furnished list of additional names for insertion in the certificate of title for subdivision No. 1 of Paeroa No. 1, containing 254. 3r. allotted to Renata Matuauti and others. Certificate of title was ordered. (1546, 1099, 1844, 1150)
paragraph: Melbourne Cup.—This event is positively fixed to take place on Thursday next the 9th November. The latest betting is 7 and 8 to 1 against Feu d' Artifice; 8 to 1 against Fish Goer, Valentia and Timothy; and 15 to 1 against Stirling. (934, 1276, 1212, 1326)
paragraph: Trustee. Ordered that Maraki Kohwa be appointed trustee under "The Maori Real Estate Management Act," for Rangi Puna and Paku during their minority. (1546, 609, 1844, 646)
succession-orders-list (1240, 63, 1519, 1154)
tide-cell: 7 T. (16, 1320, 52, 1333)
paragraph: The Court intimated that so long as the charges for subdivisional surveys for the portion of the block known as Mohaka No. 2, remain unliquidated, no order for the issue of the certificate of title will be made. (1546, 1057, 1844, 1095)
acreage-table (1591, 1213, 1799, 1278)
paragraph: To the Poverty Bay Settlers.—A Gentleman, for many years in my employ, is now in England selecting, so my account goods specially adapted for this province. To make room for consignments shortly expected, I shall, for the present, offer my large stock (to which I invite your attention) at unusually low prices, with extra allowance for cash. My Stock Comprises Standard Works in Theology, History, the Sciences, Travel, Fiction, and Poetry; elegantly bound Gift and Table-books; many thousand volumes adapted for children and young persons, libraries, and prizes; Educational Books (used in the schools under the Board of Education; Technical and Toy Books, Maps, &c. In Stationery I keep full stocks of every description required for the desk, counting-house, and private use. To teachers under the Board I act as agent—receiving and forwarding their salaries monthly. I shall be happy to supply Lists of Works in any Department of Literature. All orders which I may be favored with receive my prompt and careful attention.—Edward Wayte, 100 Queen-street.—September 30, 1876.—Advt. 1041 (934, 797, 1212, 1032)
tide-cell: 5 S. (16, 1294, 52, 1307)
paragraph: Native Land Court.—It is announced that a sitting of the Native Land Court, presided over by Judge Rogan, will be held at Makaraka on Monday the 20th November next. (934, 1192, 1212, 1230)
paragraph: on Monday the 23rd of October, 1876, for hearing the claims already adjourned to that place from the Mahia. In accordance with intimation given, the court opened at the Wairoa on the above date, when the following applications were dealt with. (1546, 231, 1844, 282)
paragraph: That a respectful address be presented to the Governor praying that His Excellency will be pleased to cause to be placed on the Estimates, the sum of £4,000, or other such sum or sums as to the Governor may seem meet, for the public requirements of Poverty Bay:—£4000 for harbor and wharf improvements; £20,000 for trunk roads, or laying down a line of railway from Gisborne to Ormond; £6000 for the Waipaoa bridge; and £4000 already promised and voted for public buildings." (628, 132, 906, 235)
acreage-cell: 18 (1621, 1227, 1631, 1237)
paragraph: This is what Captain Morris did not say:—"Mr Speaker, though 'tis late, I must lengthen this debate. The subject I now beg leave to introduce, is one of such unusual importance to the district I represent, and of most decidedly unusual importance to the district directly interested, that, without further preface, I beg to move (628, 64, 906, 128)
paragraph: Divine Services, To-morrow, Sunday.—Church of England—The Rev. E. Williams—Holy Trinity, 11 a.m. and 7 p.m., Whakato, 2.30 p.m. Presbyterian—The Rev. W. H. Root—Mr Harrison's woolshed, Waikohu, 10.30 a.m. Ormond, 2.30 p.m. St. Andrews, 7 p.m. Wesleyan—The Rev. W. S. Harper—Gisborne, 11 a.m. and 7 p.m.; Makauri, 2.30 p.m. (934, 1534, 1212, 1611)
tide-cell: 9.20 (207, 1320, 252, 1333)
paragraph: Kauhouroa, No. 1.—Struck out, the land having been sold. (1251, 1670, 1489, 1681)
paragraph: Tutu o te Kaha No. 1. Erihi Ngawai applicant. Harata Mariko, deceased grantee. Ordered that Erihi Ngawai succeed to the estate of Harata Mariko in the above named block. (1546, 820, 1844, 858)
paragraph: Journal of Commerce.—Wanted subscribers for the Auckland Journal of Commerce, at the Standard office. (934, 1064, 1212, 1089)
paragraph: Masonic.—The usual monthly meeting of the Turanganui Lodge takes place in the Hall on Monday evening next. (934, 1093, 1212, 1118)
greene-friday: THE FIRST FRIDAY in each Month, (353, 781, 569, 796)
tide-cell: 7.11 (207, 1281, 252, 1294)
paragraph: Wangawehi, No. 2.—Struck out, the deceased, Ihaka Whanga, having disposed of his interest. (1240, 478, 1519, 502)
greene-heading: W. S. Greene (383, 646, 539, 679)
alterations-heading: ALTERATIONS IN TARIFF OF LIGHT DUES. (20, 978, 290, 1006)
